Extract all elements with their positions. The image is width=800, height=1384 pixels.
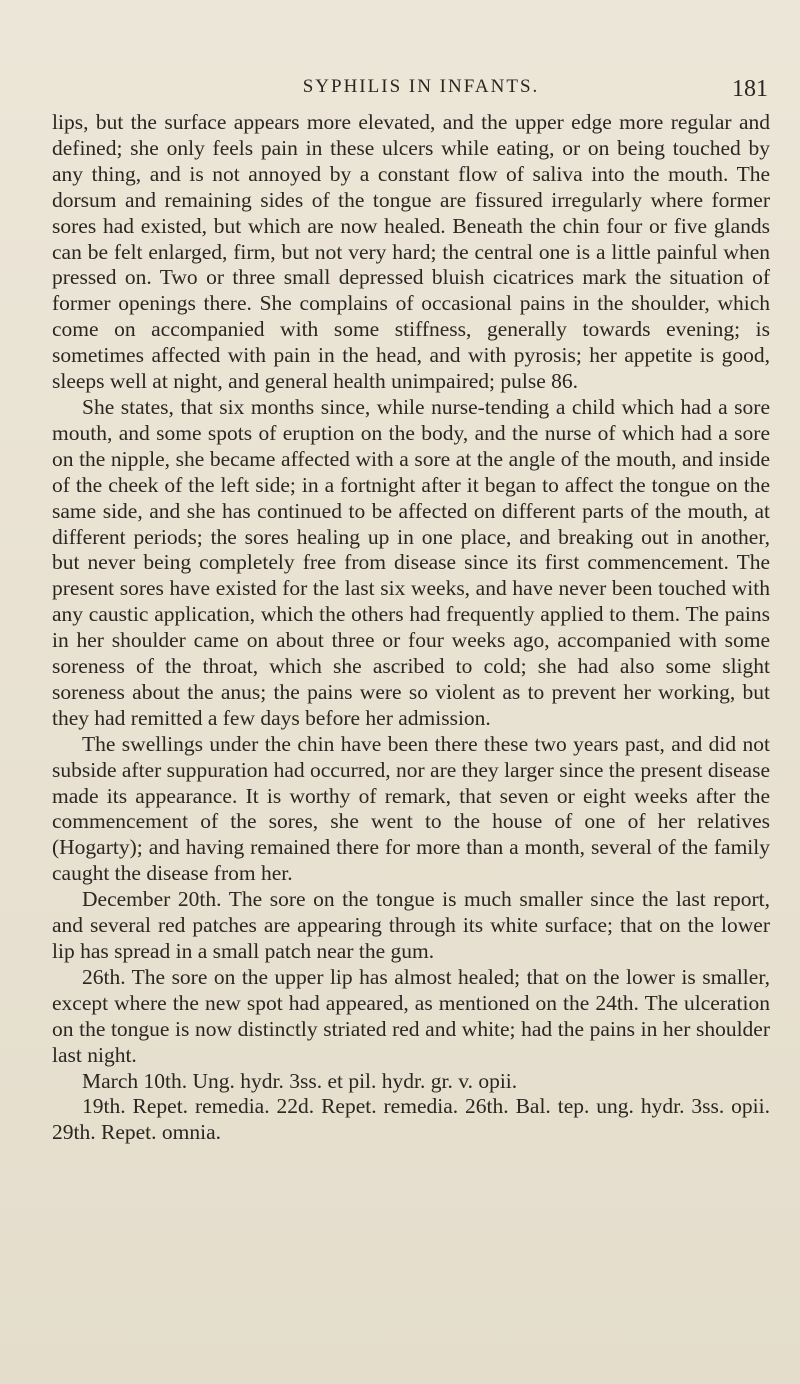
paragraph: 26th. The sore on the upper lip has almost healed; that on the lower is smaller, except where the new spot had appeared, as mentioned on the 24th. The ulceration on the tongue is now distinctly striated red and white; had the pains in her shoulder last night. <box>52 964 770 1067</box>
paragraph: lips, but the surface appears more elevated, and the upper edge more regular and defined; she only feels pain in these ulcers while eating, or on being touched by any thing, and is not annoyed by a constant flow of saliva into the mouth. The dorsum and remaining sides of the tongue are fissured irregularly where former sores had existed, but which are now healed. Beneath the chin four or five glands can be felt enlarged, firm, but not very hard; the central one is a little painful when pressed on. Two or three small depressed bluish cicatrices mark the situation of former openings there. She complains of occasional pains in the shoulder, which come on accompanied with some stiffness, generally towards evening; is sometimes affected with pain in the head, and with pyrosis; her appetite is good, sleeps well at night, and general health unimpaired; pulse 86. <box>52 110 770 394</box>
running-title: SYPHILIS IN INFANTS. <box>302 76 540 97</box>
paragraph: The swellings under the chin have been there these two years past, and did not subside after suppuration had occurred, nor are they larger since the present disease made its appearance. It is worthy of remark, that seven or eight weeks after the commencement of the sores, she went to the house of one of her relatives (Hogarty); and having remained there for more than a month, several of the family caught the disease from her. <box>52 731 770 886</box>
paragraph: She states, that six months since, while nurse-tending a child which had a sore mouth, and some spots of eruption on the body, and the nurse of which had a sore on the nipple, she became affected with a sore at the angle of the mouth, and inside of the cheek of the left side; in a fortnight after it began to affect the tongue on the same side, and she has continued to be affected on different parts of the mouth, at different periods; the sores healing up in one place, and breaking out in another, but never being completely free from disease since its first commencement. The present sores have existed for the last six weeks, and have never been touched with any caustic application, which the others had frequently applied to them. The pains in her shoulder came on about three or four weeks ago, accompanied with some soreness of the throat, which she ascribed to cold; she had also some slight soreness about the anus; the pains were so violent as to prevent her working, but they had remitted a few days before her admission. <box>52 394 770 730</box>
page-number: 181 <box>732 76 768 102</box>
paragraph: March 10th. Ung. hydr. 3ss. et pil. hydr. gr. v. opii. <box>82 1068 518 1093</box>
page-header <box>52 76 770 106</box>
body-text <box>52 110 770 1146</box>
paragraph: 19th. Repet. remedia. 22d. Repet. remedia. 26th. Bal. tep. ung. hydr. 3ss. opii. 29th. Repet. omnia. <box>52 1094 770 1145</box>
paragraph: December 20th. The sore on the tongue is much smaller since the last report, and several red patches are appearing through its white surface; that on the lower lip has spread in a small patch near the gum. <box>52 887 770 963</box>
